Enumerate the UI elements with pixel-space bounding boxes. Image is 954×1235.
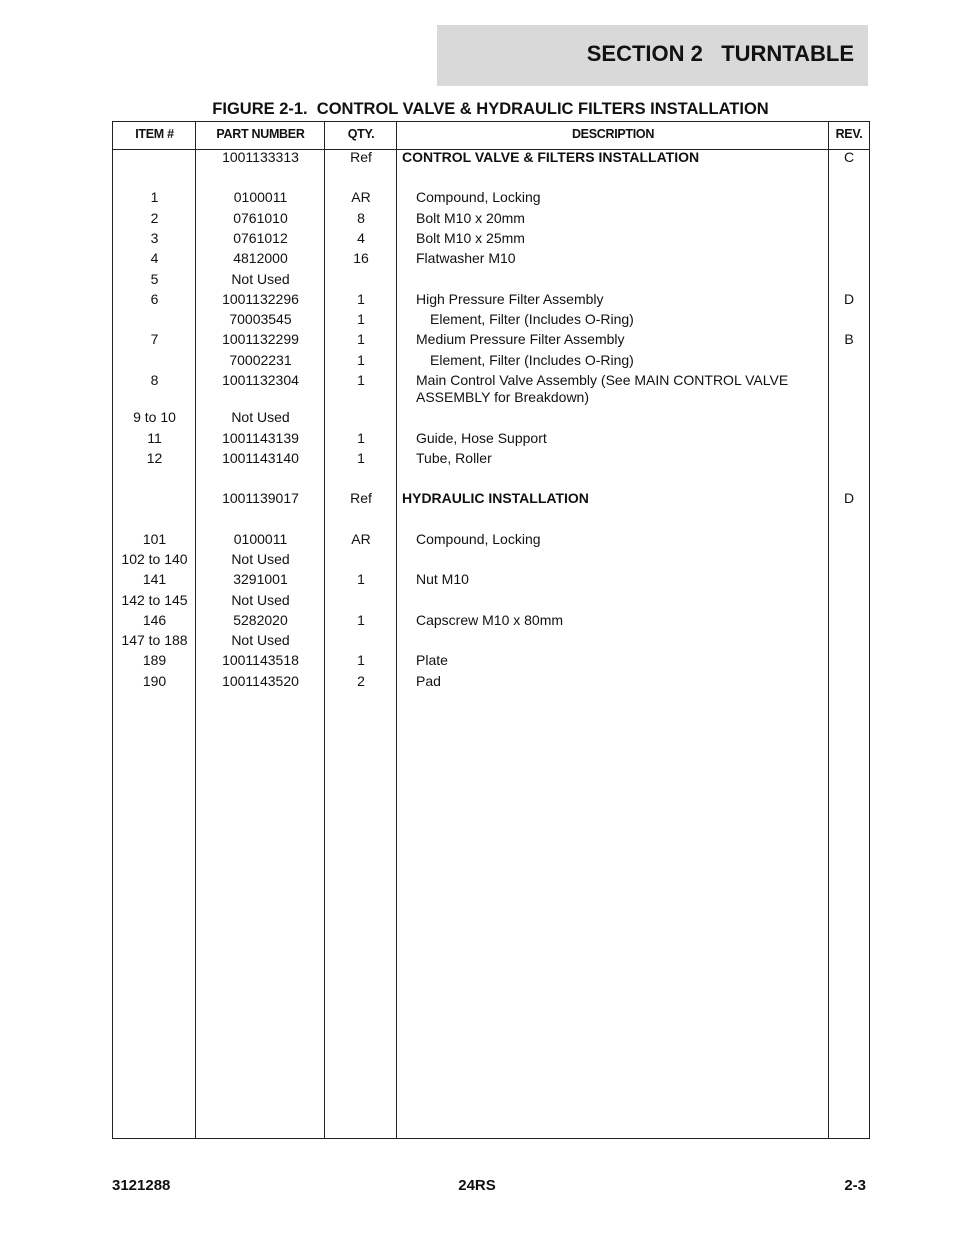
description-cell	[397, 571, 829, 588]
item-cell: 5	[150, 271, 159, 287]
description-text: Element, Filter (Includes O-Ring)	[430, 311, 634, 327]
description-cell	[397, 291, 829, 308]
description-text: Capscrew M10 x 80mm	[416, 612, 564, 628]
description-text: Element, Filter (Includes O-Ring)	[430, 352, 634, 368]
description-text: Plate	[416, 652, 448, 668]
description-text: Bolt M10 x 20mm	[416, 210, 525, 226]
part-number-cell: 1001143518	[222, 652, 299, 668]
description-cell	[397, 673, 829, 690]
item-cell: 189	[142, 652, 167, 668]
qty-cell: 1	[357, 372, 365, 388]
part-number-cell: 0100011	[233, 189, 288, 205]
footer-model: 24RS	[458, 1177, 496, 1194]
qty-cell: 16	[353, 250, 369, 266]
item-cell: 142 to 145	[121, 592, 188, 608]
description-cell	[397, 311, 829, 328]
qty-cell: 1	[357, 352, 365, 368]
description-text: Compound, Locking	[416, 531, 541, 547]
description-cell	[397, 210, 829, 227]
column-header-rev: REV.	[835, 127, 863, 141]
qty-cell: AR	[351, 189, 371, 205]
description-text: Main Control Valve Assembly (See MAIN CONTROL VALVE	[416, 372, 789, 388]
item-cell: 8	[150, 372, 159, 388]
part-number-cell: 70003545	[229, 311, 292, 327]
item-cell: 9 to 10	[133, 409, 176, 425]
item-cell: 102 to 140	[121, 551, 188, 567]
description-text: Compound, Locking	[416, 189, 541, 205]
item-cell: 101	[142, 531, 167, 547]
qty-cell: Ref	[350, 149, 372, 165]
description-cell	[397, 612, 829, 629]
footer-doc-number: 3121288	[112, 1177, 171, 1194]
description-text: Flatwasher M10	[416, 250, 516, 266]
part-number-cell: 0761010	[233, 210, 288, 226]
part-number-cell: 1001143140	[222, 450, 299, 466]
part-number-cell: 1001143139	[222, 430, 299, 446]
description-cell	[397, 430, 829, 447]
description-text: HYDRAULIC INSTALLATION	[402, 490, 589, 506]
description-cell	[397, 331, 829, 348]
item-cell: 1	[150, 189, 159, 205]
part-number-cell: 4812000	[233, 250, 288, 266]
description-text: Pad	[416, 673, 441, 689]
part-number-cell: Not Used	[231, 271, 290, 287]
qty-cell: AR	[351, 531, 371, 547]
qty-cell: 1	[357, 430, 365, 446]
qty-cell: 2	[357, 673, 365, 689]
description-text: Guide, Hose Support	[416, 430, 547, 446]
part-number-cell: 1001139017	[222, 490, 299, 506]
section-header-box	[437, 25, 868, 86]
column-header-item: ITEM #	[135, 127, 174, 141]
qty-cell: 1	[357, 291, 365, 307]
rev-cell: C	[843, 149, 855, 165]
rev-cell: D	[843, 291, 855, 307]
description-cell	[397, 531, 829, 548]
column-header-description: DESCRIPTION	[571, 127, 655, 141]
description-text-continued: ASSEMBLY for Breakdown)	[416, 389, 590, 405]
qty-cell: 1	[357, 450, 365, 466]
part-number-cell: 1001132299	[222, 331, 299, 347]
description-cell	[397, 652, 829, 669]
part-number-cell: 3291001	[233, 571, 288, 587]
description-cell	[397, 352, 829, 369]
qty-cell: 8	[357, 210, 365, 226]
item-cell: 141	[142, 571, 167, 587]
description-text: CONTROL VALVE & FILTERS INSTALLATION	[402, 149, 700, 165]
parts-table	[112, 121, 870, 1139]
description-cell	[397, 490, 829, 507]
qty-cell: 1	[357, 571, 365, 587]
part-number-cell: 0761012	[233, 230, 288, 246]
description-text: Medium Pressure Filter Assembly	[416, 331, 625, 347]
qty-cell: 1	[357, 652, 365, 668]
column-header-qty: QTY.	[347, 127, 375, 141]
qty-cell: 1	[357, 612, 365, 628]
item-cell: 147 to 188	[121, 632, 188, 648]
section-title: SECTION 2 TURNTABLE	[586, 41, 854, 66]
qty-cell: 1	[357, 311, 365, 327]
figure-title: FIGURE 2-1. CONTROL VALVE & HYDRAULIC FILTERS INSTALLATION	[212, 100, 769, 118]
part-number-cell: 1001132296	[222, 291, 299, 307]
item-cell: 6	[150, 291, 159, 307]
part-number-cell: 1001133313	[222, 149, 299, 165]
part-number-cell: 70002231	[229, 352, 292, 368]
description-cell	[397, 189, 829, 206]
description-text: High Pressure Filter Assembly	[416, 291, 604, 307]
item-cell: 11	[147, 430, 162, 446]
item-cell: 12	[146, 450, 163, 466]
item-cell: 190	[142, 673, 167, 689]
item-cell: 7	[150, 331, 159, 347]
part-number-cell: 5282020	[233, 612, 288, 628]
description-text: Nut M10	[416, 571, 469, 587]
item-cell: 4	[150, 250, 159, 266]
description-cell	[397, 372, 829, 406]
qty-cell: 4	[357, 230, 365, 246]
part-number-cell: 0100011	[233, 531, 288, 547]
description-cell	[397, 230, 829, 247]
item-cell: 3	[150, 230, 159, 246]
qty-cell: 1	[357, 331, 365, 347]
column-divider	[828, 122, 829, 1138]
description-cell	[397, 250, 829, 267]
part-number-cell: Not Used	[231, 632, 290, 648]
qty-cell: Ref	[350, 490, 372, 506]
part-number-cell: 1001132304	[222, 372, 299, 388]
description-cell	[397, 450, 829, 467]
item-cell: 2	[150, 210, 159, 226]
footer-page-number: 2-3	[844, 1177, 866, 1194]
column-header-part-number: PART NUMBER	[216, 127, 305, 141]
column-divider	[396, 122, 397, 1138]
item-cell: 146	[142, 612, 167, 628]
rev-cell: B	[844, 331, 854, 347]
description-text: Tube, Roller	[416, 450, 492, 466]
description-text: Bolt M10 x 25mm	[416, 230, 525, 246]
description-cell	[397, 149, 829, 166]
part-number-cell: Not Used	[231, 409, 290, 425]
part-number-cell: Not Used	[231, 551, 290, 567]
rev-cell: D	[843, 490, 855, 506]
part-number-cell: 1001143520	[222, 673, 299, 689]
part-number-cell: Not Used	[231, 592, 290, 608]
